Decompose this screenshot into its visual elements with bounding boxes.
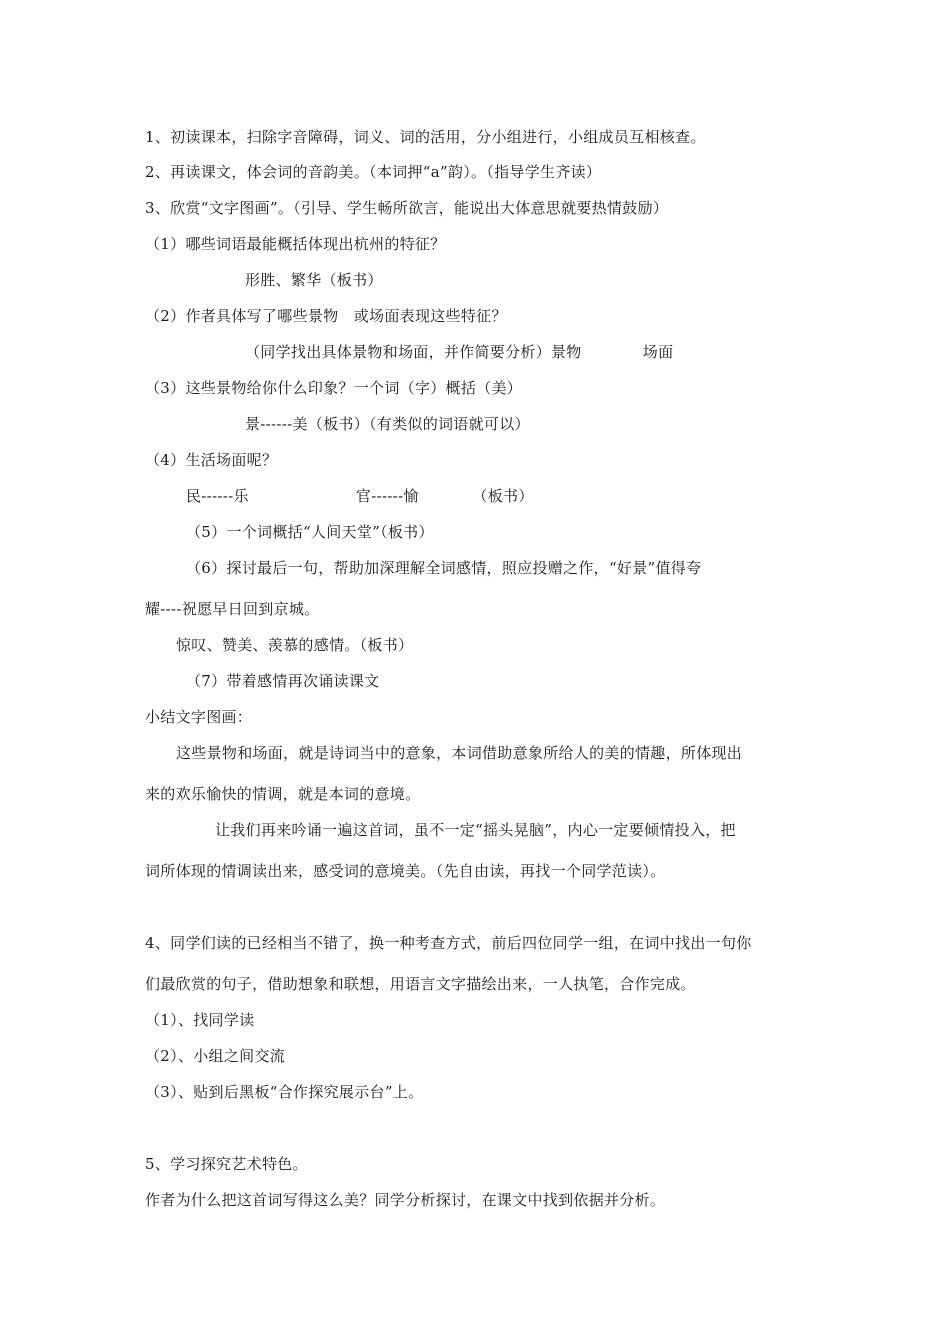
step-4-item-3: （3）、贴到后黑板“合作探究展示台”上。 <box>145 1083 424 1101</box>
step-4-item-1: （1）、找同学读 <box>145 1011 255 1029</box>
summary-heading: 小结文字图画： <box>145 708 253 726</box>
step-4-item-2: （2）、小组之间交流 <box>145 1047 286 1065</box>
answer-2: （同学找出具体景物和场面，并作简要分析）景物 场面 <box>245 343 674 361</box>
question-6-part-1: （6）探讨最后一句，帮助加深理解全词感情，照应投赠之作，“好景”值得夸 <box>186 559 702 577</box>
question-2: （2）作者具体写了哪些景物 或场面表现这些特征？ <box>145 307 507 325</box>
question-4: （4）生活场面呢？ <box>145 451 278 469</box>
step-3-text: 3、欣赏“文字图画”。（引导、学生畅所欲言，能说出大体意思就要热情鼓励） <box>145 199 669 217</box>
answer-3: 景------美（板书）（有类似的词语就可以） <box>245 415 530 433</box>
step-4-line-2: 们最欣赏的句子，借助想象和联想，用语言文字描绘出来，一人执笔，合作完成。 <box>145 975 696 993</box>
question-1: （1）哪些词语最能概括体现出杭州的特征？ <box>145 235 446 253</box>
question-5: （5）一个词概括“人间天堂”（板书） <box>186 523 434 541</box>
step-5-text: 5、学习探究艺术特色。 <box>145 1155 308 1173</box>
summary-para-1-line-2: 来的欢乐愉快的情调，就是本词的意境。 <box>145 785 421 803</box>
answer-4: 民------乐 官------愉 （板书） <box>186 487 534 505</box>
question-6-part-2: 耀----祝愿早日回到京城。 <box>145 600 320 618</box>
answer-6: 惊叹、赞美、羡慕的感情。（板书） <box>176 636 414 654</box>
step-1-text: 1、初读课本，扫除字音障碍，词义、词的活用，分小组进行，小组成员互相核查。 <box>145 128 706 146</box>
answer-1: 形胜、繁华（板书） <box>245 271 383 289</box>
step-2-text: 2、再读课文，体会词的音韵美。（本词押“a”韵）。（指导学生齐读） <box>145 163 602 181</box>
summary-para-1-line-1: 这些景物和场面，就是诗词当中的意象，本词借助意象所给人的美的情趣，所体现出 <box>176 744 743 762</box>
summary-para-2-line-2: 词所体现的情调读出来，感受词的意境美。（先自由读，再找一个同学范读）。 <box>145 862 666 880</box>
summary-para-2-line-1: 让我们再来吟诵一遍这首词，虽不一定“摇头晃脑”，内心一定要倾情投入，把 <box>215 821 736 839</box>
step-5-question: 作者为什么把这首词写得这么美？同学分析探讨，在课文中找到依据并分析。 <box>145 1191 666 1209</box>
step-4-line-1: 4、同学们读的已经相当不错了，换一种考查方式，前后四位同学一组，在词中找出一句你 <box>145 934 752 952</box>
question-7: （7）带着感情再次诵读课文 <box>186 672 380 690</box>
question-3: （3）这些景物给你什么印象？一个词（字）概括（美） <box>145 379 523 397</box>
